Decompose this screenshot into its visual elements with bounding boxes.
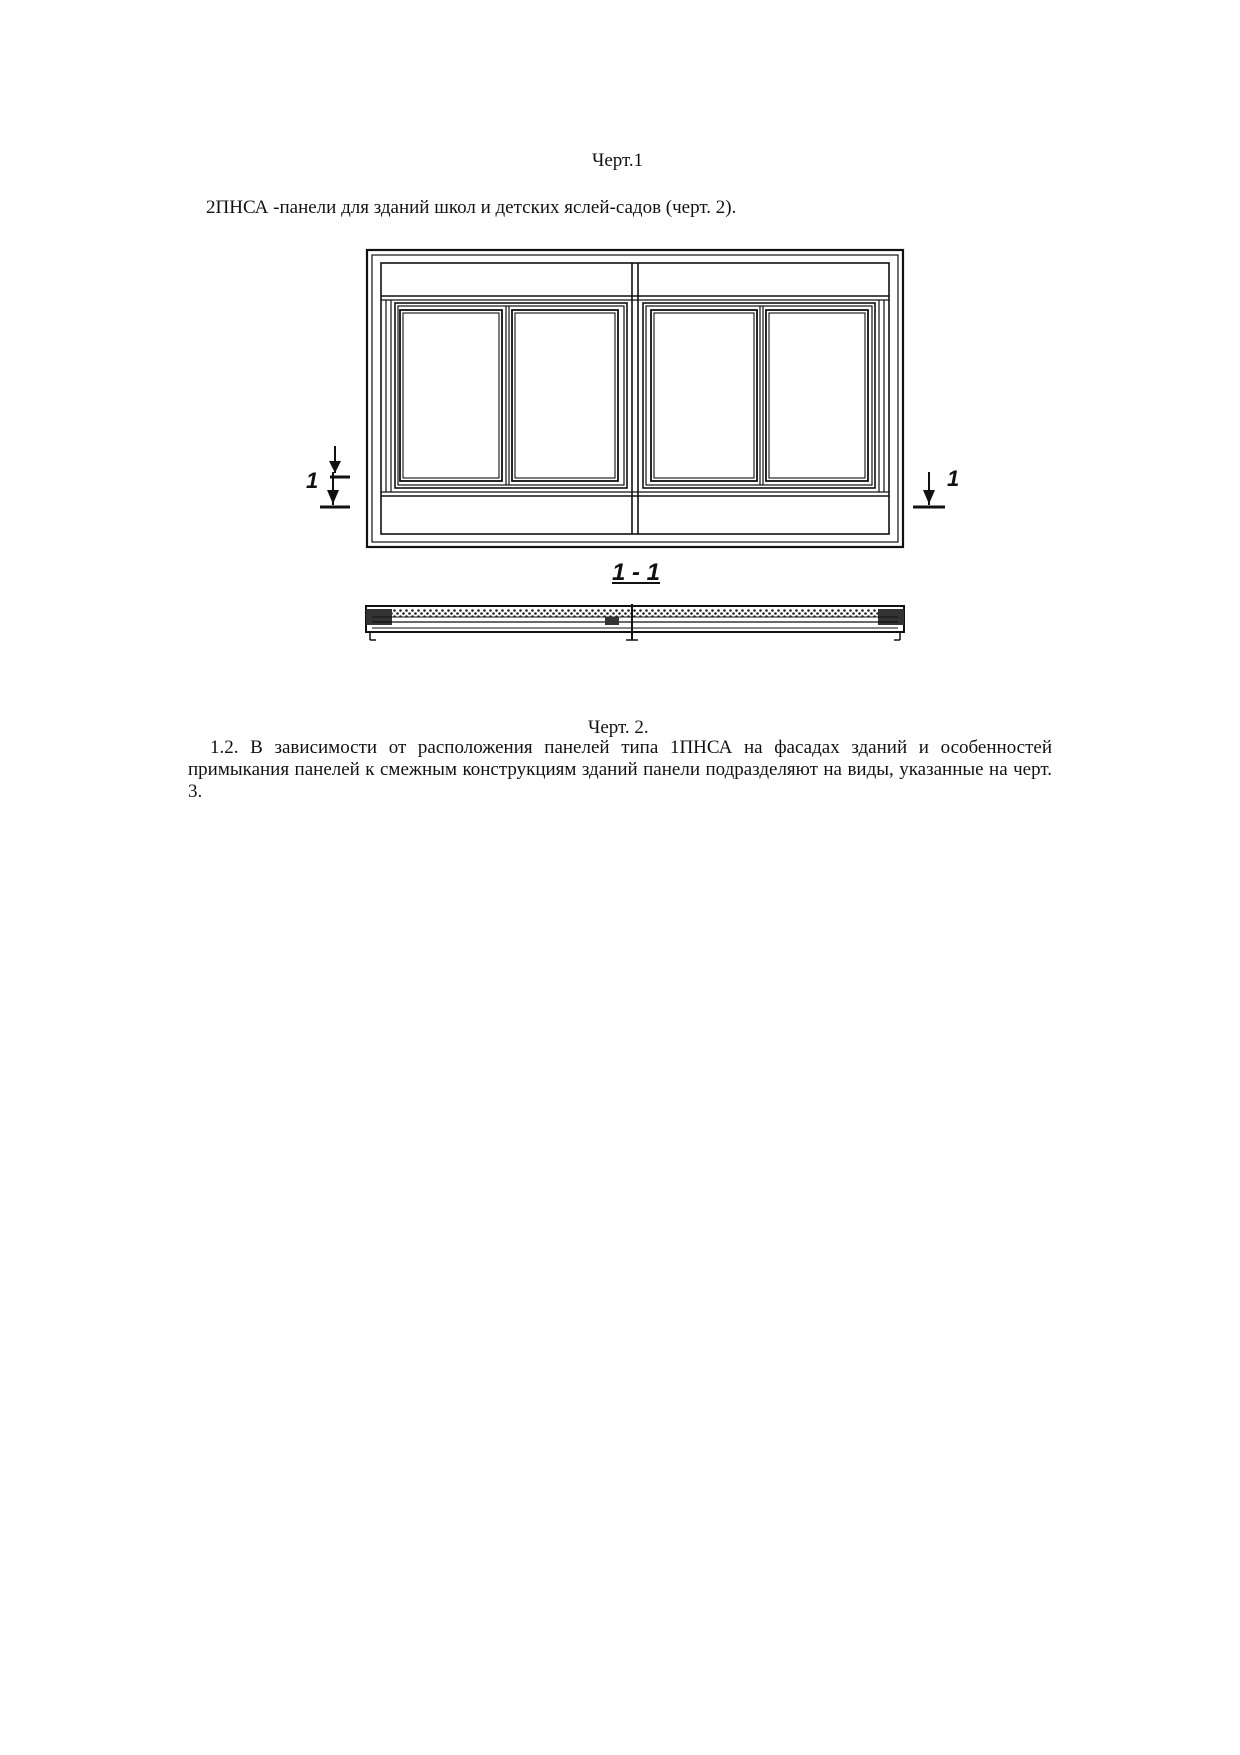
section-mark-left-label: 1	[306, 468, 319, 493]
section-title: 1 - 1	[612, 559, 661, 586]
section-view	[366, 604, 904, 640]
section-mark-left	[322, 446, 350, 477]
section-mark-right-label: 1	[947, 466, 960, 491]
section-mark-right	[913, 472, 945, 507]
figure-caption-1: Черт.1	[592, 150, 644, 171]
panel-elevation	[367, 250, 903, 547]
body-paragraph: 1.2. В зависимости от расположения панелей типа 1ПНСА на фасадах зданий и особенностей примыкания панелей к смежным конструкциям зданий панели подразделяют на виды, указанные на черт. 3.	[188, 737, 1052, 802]
intro-line: 2ПНСА -панели для зданий школ и детских яслей-садов (черт. 2).	[206, 197, 737, 218]
figure-caption-2: Черт. 2.	[588, 717, 649, 738]
